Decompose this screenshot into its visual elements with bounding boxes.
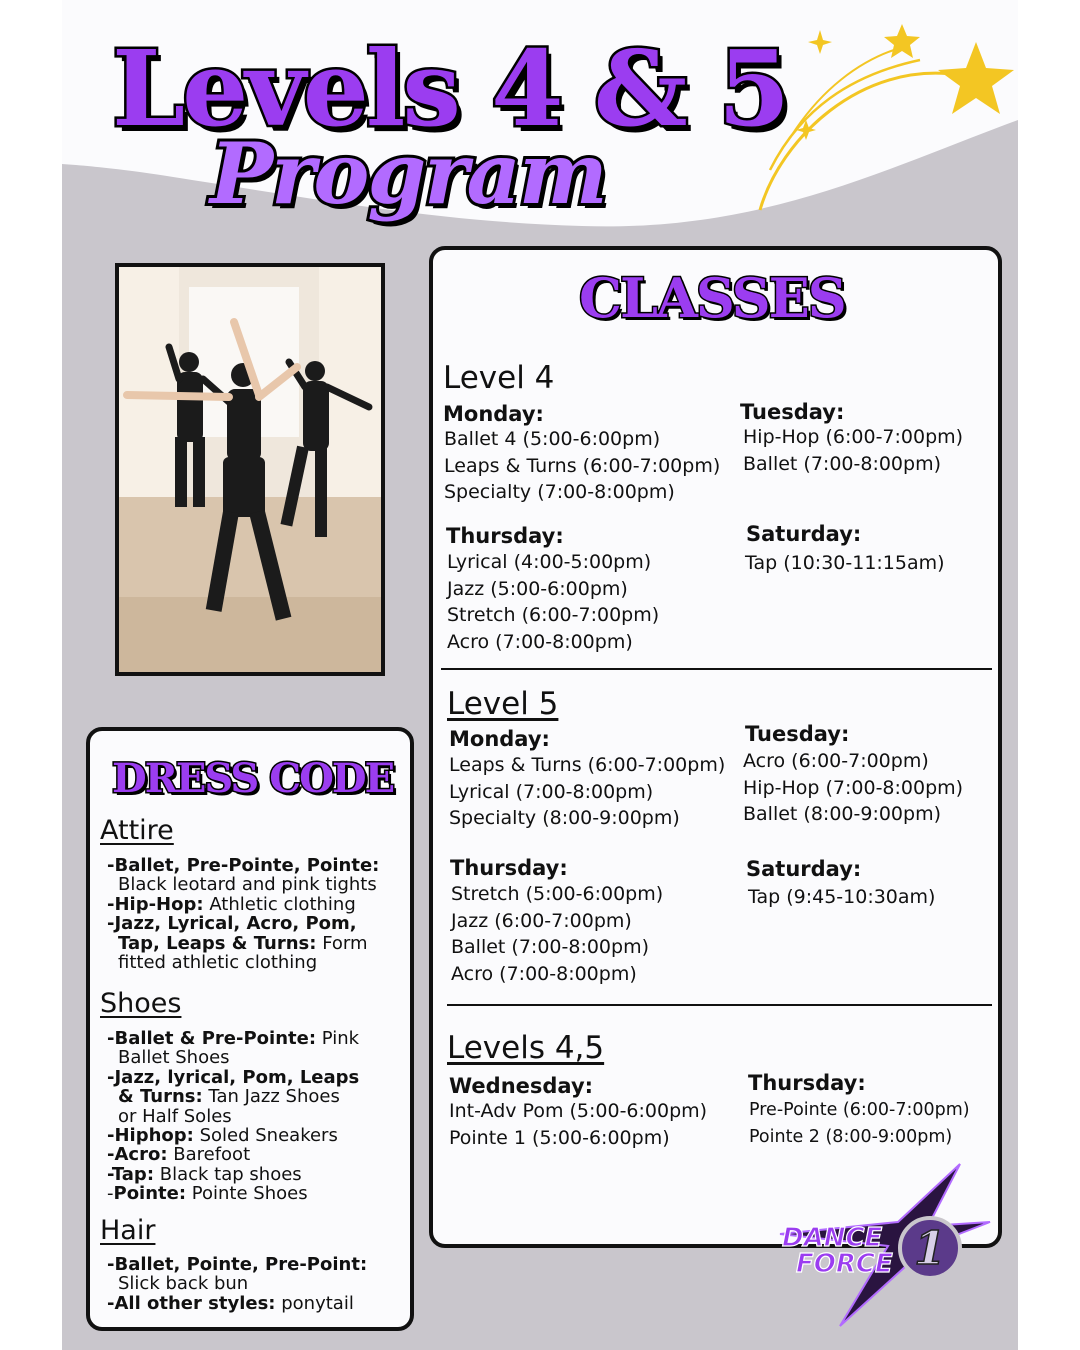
class-item: Tap (10:30-11:15am) — [745, 552, 945, 574]
attire-title: Attire — [100, 815, 174, 846]
level4-title: Level 4 — [443, 360, 555, 396]
shoes-jazz-label: -Jazz, lyrical, Pom, Leaps — [107, 1066, 360, 1088]
hair-ballet-value: Slick back bun — [118, 1273, 249, 1295]
shoes-jazz-label-cont: & Turns: — [118, 1086, 203, 1108]
title-levels: Levels 4 & 5 — [112, 27, 788, 150]
class-item: Stretch (5:00-6:00pm) — [451, 883, 664, 905]
dance-force-logo — [778, 1160, 993, 1330]
divider — [441, 668, 992, 670]
hair-other-label: -All other styles: — [107, 1292, 276, 1314]
classes-panel — [429, 246, 1002, 1248]
class-item: Ballet (8:00-9:00pm) — [743, 803, 941, 825]
level5-tuesday-list — [743, 748, 963, 828]
level5-tuesday-label: Tuesday: — [745, 722, 850, 746]
class-item: Pointe 1 (5:00-6:00pm) — [449, 1126, 670, 1149]
class-item: Pointe 2 (8:00-9:00pm) — [749, 1126, 953, 1147]
attire-jazz-label-cont: Tap, Leaps & Turns: — [118, 932, 317, 954]
attire-jazz-value-cont: fitted athletic clothing — [118, 952, 318, 974]
level5-title: Level 5 — [447, 686, 559, 722]
class-item: Stretch (6:00-7:00pm) — [447, 604, 660, 626]
class-item: Ballet (7:00-8:00pm) — [451, 936, 649, 958]
classes-heading: CLASSES — [579, 266, 845, 330]
shoes-ballet-value: Pink — [321, 1028, 360, 1049]
logo-word-force: FORCE — [796, 1249, 893, 1279]
level5-monday-label: Monday: — [449, 727, 550, 751]
class-item: Specialty (8:00-9:00pm) — [449, 807, 680, 829]
levels45-title: Levels 4,5 — [447, 1030, 605, 1066]
level4-monday-label: Monday: — [443, 402, 544, 426]
shoes-acro-value: Barefoot — [173, 1144, 251, 1166]
dress-code-panel — [86, 727, 414, 1331]
shoes-pointe-dash: - — [107, 1183, 114, 1205]
class-item: Leaps & Turns (6:00-7:00pm) — [449, 754, 726, 776]
shoes-jazz-value-cont: or Half Soles — [118, 1105, 232, 1127]
dancers-photo — [115, 263, 385, 676]
level4-tuesday-label: Tuesday: — [740, 400, 845, 424]
shoes-tap-value: Black tap shoes — [159, 1163, 302, 1185]
class-item: Leaps & Turns (6:00-7:00pm) — [444, 454, 721, 477]
shoes-hiphop-value: Soled Sneakers — [199, 1125, 338, 1147]
level5-thursday-label: Thursday: — [450, 856, 568, 880]
levels45-wednesday-list — [449, 1098, 707, 1151]
shoes-ballet-label: -Ballet & Pre-Pointe: — [107, 1028, 317, 1049]
attire-hiphop-label: -Hip-Hop: — [107, 893, 204, 915]
level5-monday-list — [449, 752, 725, 832]
class-item: Acro (7:00-8:00pm) — [451, 962, 637, 985]
level4-saturday-list — [745, 550, 945, 577]
class-item: Hip-Hop (7:00-8:00pm) — [743, 776, 964, 799]
attire-hiphop-value: Athletic clothing — [209, 893, 356, 915]
class-item: Lyrical (7:00-8:00pm) — [449, 780, 654, 803]
hair-other-value: ponytail — [281, 1292, 354, 1314]
class-item: Int-Adv Pom (5:00-6:00pm) — [449, 1100, 708, 1122]
class-item: Ballet 4 (5:00-6:00pm) — [444, 428, 661, 450]
hair-list — [107, 1255, 367, 1313]
attire-jazz-value: Form — [322, 932, 368, 954]
shoes-acro-label: -Acro: — [107, 1144, 168, 1166]
hair-title: Hair — [100, 1215, 156, 1246]
divider — [447, 1004, 992, 1006]
shoes-title: Shoes — [100, 988, 182, 1019]
levels45-wednesday-label: Wednesday: — [449, 1074, 594, 1098]
class-item: Hip-Hop (6:00-7:00pm) — [743, 426, 964, 448]
level4-thursday-list — [447, 549, 659, 655]
shooting-stars-icon — [740, 20, 1020, 220]
class-item: Ballet (7:00-8:00pm) — [743, 452, 941, 475]
shoes-tap-label: -Tap: — [107, 1163, 155, 1185]
class-item: Jazz (5:00-6:00pm) — [447, 577, 628, 600]
class-item: Jazz (6:00-7:00pm) — [451, 909, 632, 932]
shoes-list — [107, 1029, 359, 1204]
class-item: Specialty (7:00-8:00pm) — [444, 481, 675, 503]
class-item: Lyrical (4:00-5:00pm) — [447, 551, 652, 573]
levels45-thursday-list — [749, 1097, 970, 1150]
shoes-ballet-value-cont: Ballet Shoes — [118, 1047, 230, 1069]
logo-mark: 1 — [913, 1221, 947, 1275]
shoes-pointe-value: Pointe Shoes — [191, 1183, 308, 1205]
level5-thursday-list — [451, 881, 663, 987]
hair-ballet-label: -Ballet, Pointe, Pre-Point: — [107, 1254, 368, 1275]
attire-jazz-label: -Jazz, Lyrical, Acro, Pom, — [107, 913, 357, 935]
level4-tuesday-list — [743, 424, 963, 477]
level5-saturday-list — [748, 884, 935, 911]
class-item: Pre-Pointe (6:00-7:00pm) — [749, 1100, 970, 1120]
logo-word-dance: DANCE — [782, 1223, 883, 1253]
shoes-jazz-value: Tan Jazz Shoes — [208, 1086, 340, 1108]
levels45-thursday-label: Thursday: — [748, 1071, 866, 1095]
class-item: Acro (7:00-8:00pm) — [447, 630, 633, 653]
level4-saturday-label: Saturday: — [746, 522, 862, 546]
attire-ballet-value: Black leotard and pink tights — [118, 874, 377, 896]
shoes-pointe-label: Pointe: — [113, 1183, 187, 1205]
class-item: Tap (9:45-10:30am) — [748, 886, 936, 908]
attire-ballet-label: -Ballet, Pre-Pointe, Pointe: — [107, 855, 380, 876]
level4-thursday-label: Thursday: — [446, 524, 564, 548]
dress-code-heading: DRESS CODE — [112, 755, 394, 802]
level5-saturday-label: Saturday: — [746, 857, 862, 881]
level4-monday-list — [444, 426, 720, 506]
shoes-hiphop-label: -Hiphop: — [107, 1125, 194, 1147]
attire-list — [107, 856, 379, 972]
class-item: Acro (6:00-7:00pm) — [743, 750, 929, 772]
title-program: Program — [210, 124, 606, 223]
